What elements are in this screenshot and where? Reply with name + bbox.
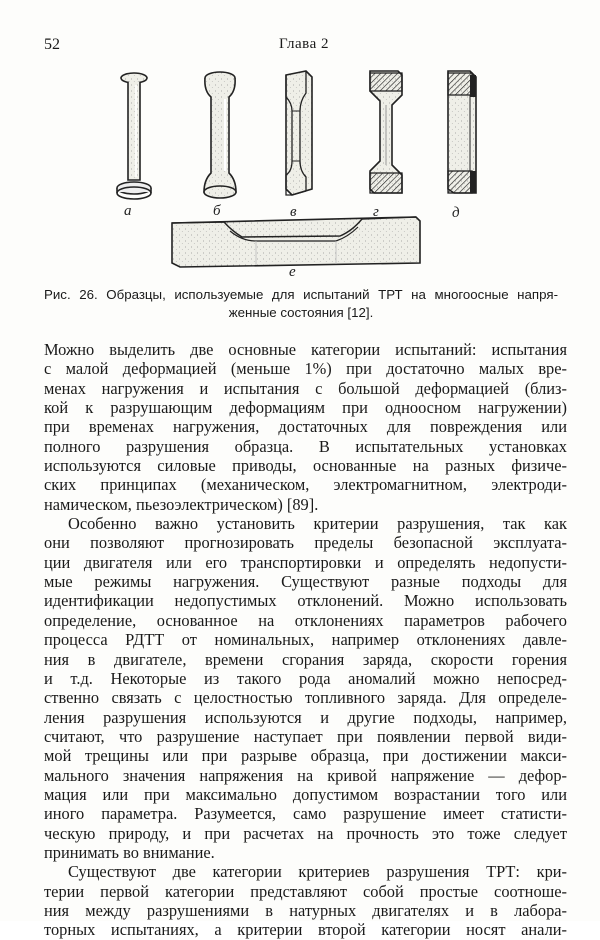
text-line: мация или при максимально допустимом возрастании того или [44,784,567,804]
text-line: ских принципах (механическом, электромагнитном, электроди- [44,475,567,495]
specimen-g [370,71,402,193]
caption-line: Рис. 26. Образцы, используемые для испытаний ТРТ на многоосные напря- [44,287,558,302]
text-line: принимать во внимание. [44,842,215,862]
text-line: мального значения напряжения на кривой напряжение — дефор- [44,765,567,785]
text-line: и т.д. Некоторые из такого рода аномалий можно непосред- [44,668,567,688]
text-line: они позволяют прогнозировать пределы безопасной эксплуата- [44,533,567,553]
text-line: Можно выделить две основные категории испытаний: испытания [44,340,567,359]
text-line: ственно связать с целостностью топливного заряда. Для определе- [44,688,567,708]
text-line: с малой деформацией (меньше 1%) при достаточно малых вре- [44,359,567,379]
text-line: при временах нагружения, достаточных для повреждения или [44,417,567,437]
caption-line: женные состояния [12]. [228,305,374,320]
figure-label: а [124,203,132,219]
text-line: иного параметра. Разумеется, само разрушение имеет статисти- [44,804,567,824]
figure-caption [44,286,558,322]
text-line: менах нагружения и испытания с большой деформацией (близ- [44,378,567,398]
specimen-a [117,73,151,199]
text-line: кой к разрушающим деформациям при одноосном нагружении) [44,398,567,418]
text-line: полного разрушения образца. В испытательных установках [44,436,567,456]
text-line: ния в двигателе, времени сгорания заряда, скорости горения [44,649,567,669]
paragraph [44,514,567,862]
specimens-figure [100,65,500,280]
text-line: ния между разрушениями в натурных двигателях и в лабора- [44,900,567,920]
text-line: Особенно важно установить критерии разрушения, так как [68,514,567,534]
specimen-d [448,71,476,193]
specimen-e [172,217,420,267]
text-line: ции двигателя или его транспортировки и определять недопусти- [44,552,567,572]
paragraph [44,862,567,939]
text-line: процесса РДТТ от номинальных, например отклонениях давле- [44,630,567,650]
specimens-illustration [100,65,500,280]
specimen-v [286,71,312,195]
figure-label: д [452,205,460,221]
text-line: намическом, пьезоэлектрическом) [89]. [44,494,319,514]
figure-label: б [213,203,221,219]
text-line: определение, основанное на отклонениях параметров рабочего [44,610,567,630]
figure-label: г [373,204,379,220]
chapter-title: Глава 2 [279,36,329,52]
text-line: используются силовые приводы, основанные на разных физиче- [44,456,567,476]
text-line: ческую природу, и при расчетах на прочность это тоже следует [44,823,567,843]
text-line: мые режимы нагружения. Существуют разные подходы для [44,572,567,592]
text-line: ления разрушения используются и другие подходы, например, [44,707,567,727]
text-line: Существуют две категории критериев разрушения ТРТ: кри- [68,862,567,882]
text-line: считают, что разрушение наступает при появлении первой види- [44,726,567,746]
page-number: 52 [44,36,60,53]
paragraph [44,340,567,514]
text-line: торных испытаниях, а критерии второй категории носят анали- [44,920,567,940]
body-text [44,340,567,940]
figure-label: е [289,264,296,280]
text-line: мой трещины или при разрыве образца, при достижении макси- [44,746,567,766]
text-line: терии первой категории представляют собой простые соотноше- [44,881,567,901]
figure-label: в [290,204,297,220]
page-header [44,36,556,58]
specimen-b [204,72,236,198]
text-line: идентификации недопустимых отклонений. Можно использовать [44,591,567,611]
